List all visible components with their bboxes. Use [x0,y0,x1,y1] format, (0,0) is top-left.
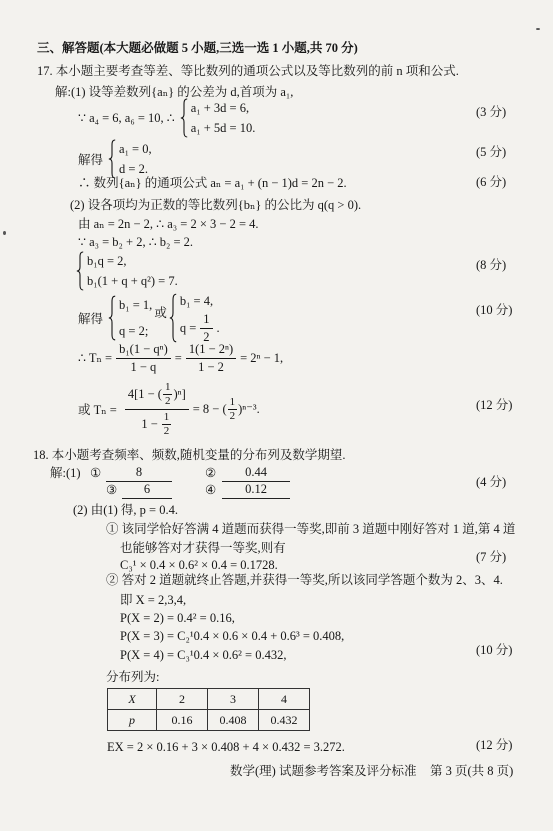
score-mark: (10 分) [476,643,513,657]
table-cell: 3 [208,689,259,710]
equals-sign: = [174,350,182,365]
equation-system [180,98,256,138]
table-row [108,689,310,710]
section-title: 三、解答题(本大题必做题 5 小题,三选一选 1 小题,共 70 分) [37,41,358,55]
q17-part2-solution-row [78,292,220,344]
alt-sum-result-text: )ⁿ⁻³. [238,402,260,416]
fraction-numerator: 1 [164,380,171,393]
blank-mark: ④ [205,483,217,497]
q18-case1-calc: C₃¹ × 0.4 × 0.6² × 0.4 = 0.1728. [120,558,278,572]
q17-part1-solution-row [78,139,152,179]
solution-system [108,139,152,179]
fraction-numerator: 1(1 − 2ⁿ) [186,342,236,359]
fraction-denominator: 1 − q [130,359,157,374]
q17-general-term: ∴ 数列{aₙ} 的通项公式 aₙ = a₁ + (n − 1)d = 2n − 2. [78,176,347,190]
score-mark: (12 分) [476,738,513,752]
left-brace-icon [169,293,177,343]
solution-system-b [169,292,220,345]
score-mark: (10 分) [476,303,513,317]
score-mark: (12 分) [476,398,513,412]
table-row [108,710,310,731]
fraction [228,397,238,422]
q17-find-a3: 由 aₙ = 2n − 2, ∴ a₃ = 2 × 3 − 2 = 4. [78,217,259,231]
table-cell: 2 [157,689,208,710]
numerator-text: )ⁿ] [173,386,186,401]
fraction [162,412,172,437]
q-suffix: . [216,320,220,335]
or-word: 或 [154,306,167,320]
equation-system [76,251,178,291]
score-mark: (3 分) [476,105,507,119]
table-cell: 0.16 [157,710,208,731]
q18-part1-label: 解:(1) [50,466,81,480]
distribution-table [107,688,310,731]
fraction-numerator: 1 [200,312,212,329]
q17-sum-formula-row [78,340,283,376]
q17-part2-setup: (2) 设各项均为正数的等比数列{bₙ} 的公比为 q(q > 0). [70,198,362,212]
system-line: a₁ + 3d = 6, [190,100,250,115]
footer-title: 数学(理) 试题参考答案及评分标准 [230,764,417,778]
alt-sum-prefix: 或 Tₙ = [78,403,117,417]
system-line: d = 2. [119,161,148,176]
fraction-numerator [125,382,189,410]
q18-part2-given: (2) 由(1) 得, p = 0.4. [73,503,178,517]
table-cell: 4 [259,689,310,710]
system-line: b₁q = 2, [87,253,127,268]
score-mark: (5 分) [476,145,507,159]
table-cell: p [108,710,157,731]
footer-page-number: 第 3 页(共 8 页) [430,764,514,778]
q17-part1-setup: 解:(1) 设等差数列{aₙ} 的公差为 d,首项为 a₁, [55,85,294,99]
blank-mark: ① [90,466,102,480]
denominator-text: 1 − [141,416,158,431]
q17-intro: 17. 本小题主要考查等差、等比数列的通项公式以及等比数列的前 n 项和公式. [37,64,459,78]
table-cell: 0.408 [208,710,259,731]
blank-answer: 0.44 [222,465,290,482]
solve-label: 解得 [78,312,104,326]
q18-probability: P(X = 4) = C₃¹0.4 × 0.6² = 0.432, [120,648,287,662]
q18-case1-line: 也能够答对才获得一等奖,则有 [120,541,286,555]
fraction-denominator: 2 [229,409,236,422]
left-brace-icon [76,251,84,291]
q17-part2-system-row [76,251,178,291]
system-line: a₁ = 0, [119,141,152,156]
fraction-denominator: 2 [164,394,171,407]
table-cell: X [108,689,157,710]
fraction-numerator: 1 [229,395,236,408]
q18-probability: P(X = 3) = C₂¹0.4 × 0.6 × 0.4 + 0.6³ = 0.408, [120,629,345,643]
score-mark: (7 分) [476,550,507,564]
sum-result: = 2ⁿ − 1, [240,350,284,365]
left-brace-icon [180,98,188,138]
q17-part1-given-row [78,98,255,138]
q18-intro: 18. 本小题考查频率、频数,随机变量的分布列及数学期望. [33,448,346,462]
q18-expectation: EX = 2 × 0.16 + 3 × 0.408 + 4 × 0.432 = 3.272. [107,740,345,754]
system-line: q = 2; [119,323,149,338]
fraction-denominator: 2 [163,424,170,437]
fraction-denominator: 1 − 2 [198,359,224,374]
scan-speck [536,28,540,30]
system-line: a₁ + 5d = 10. [190,120,256,135]
fraction [116,342,171,375]
q17-find-b2: ∵ a₃ = b₂ + 2, ∴ b₂ = 2. [78,235,194,249]
system-line: b₁ = 1, [119,297,153,312]
blank-answer: 0.12 [222,482,290,499]
q18-x-values: 即 X = 2,3,4, [120,593,187,607]
left-brace-icon [108,139,116,179]
blank-answer: 8 [106,465,172,482]
score-mark: (8 分) [476,258,507,272]
fraction-denominator [138,410,175,437]
fraction [125,382,189,437]
score-mark: (6 分) [476,175,507,189]
system-line: b₁ = 4, [179,294,214,308]
left-brace-icon [108,295,116,341]
blank-mark: ② [205,466,217,480]
score-mark: (4 分) [476,475,507,489]
q18-dist-label: 分布列为: [106,670,160,684]
blank-answer: 6 [122,482,172,499]
blank-mark: ③ [106,483,118,497]
fraction [163,382,173,407]
numerator-text: 4[1 − ( [127,386,162,401]
solution-system-a [108,295,152,341]
fraction [186,342,236,375]
q17-part1-given: ∵ a₄ = 6, a₆ = 10, ∴ [78,111,175,125]
sum-prefix: ∴ Tₙ = [78,351,113,365]
system-line: b₁(1 + q + q²) = 7. [87,273,178,288]
table-cell: 0.432 [259,710,310,731]
fraction-denominator: 2 [203,329,210,344]
q18-case1-line: ① 该同学恰好答满 4 道题而获得一等奖,即前 3 道题中刚好答对 1 道,第 4 道 [106,522,516,536]
alt-sum-result-text: = 8 − ( [192,401,227,416]
q18-case2: ② 答对 2 道题就终止答题,并获得一等奖,所以该同学答题个数为 2、3、4. [106,573,503,587]
fraction-numerator: b₁(1 − qⁿ) [116,342,171,359]
fraction-numerator: 1 [163,410,170,423]
q17-alt-sum-formula-row [78,378,260,440]
scan-speck [3,231,6,235]
solve-label: 解得 [78,153,104,167]
q-prefix: q = [179,320,197,335]
q18-probability: P(X = 2) = 0.4² = 0.16, [120,611,235,625]
